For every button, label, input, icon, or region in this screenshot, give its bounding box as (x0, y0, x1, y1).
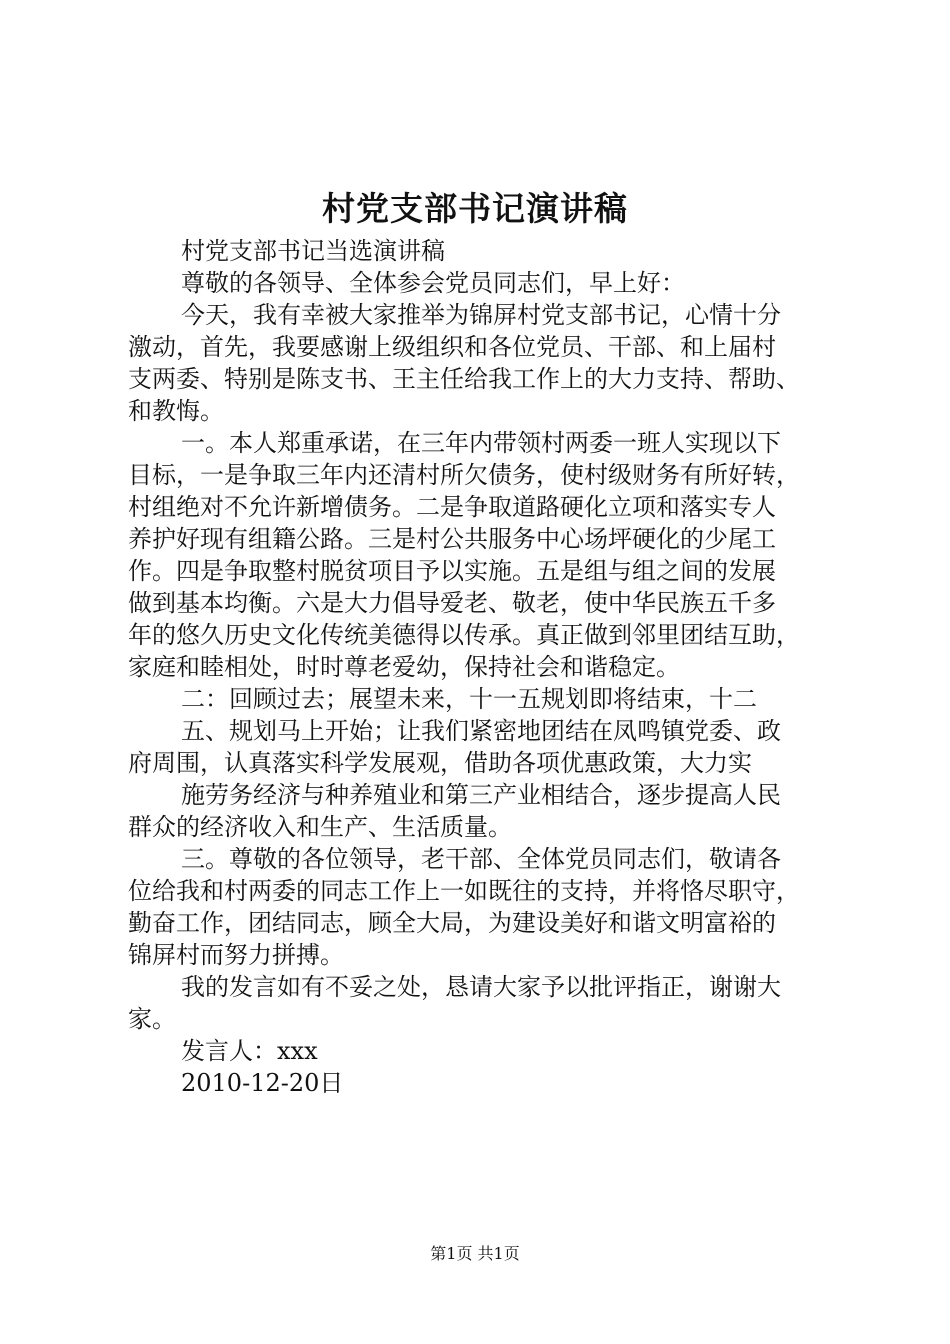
paragraph-line: 我的发言如有不妥之处，恳请大家予以批评指正，谢谢大 (181, 973, 781, 1001)
document-body (128, 235, 838, 1099)
page-footer: 第1页 共1页 (430, 1244, 520, 1263)
speaker-line: 发言人：xxx (181, 1037, 318, 1065)
paragraph-line: 激动，首先，我要感谢上级组织和各位党员、干部、和上届村 (128, 333, 776, 361)
paragraph-line: 家庭和睦相处，时时尊老爱幼，保持社会和谐稳定。 (128, 653, 680, 681)
paragraph-line: 做到基本均衡。六是大力倡导爱老、敬老，使中华民族五千多 (128, 589, 776, 617)
paragraph-line: 和教悔。 (128, 397, 224, 425)
date-line: 2010-12-20日 (181, 1069, 344, 1097)
paragraph-line: 施劳务经济与种养殖业和第三产业相结合，逐步提高人民 (181, 781, 781, 809)
paragraph-line: 锦屏村而努力拼搏。 (128, 941, 344, 969)
paragraph-line: 群众的经济收入和生产、生活质量。 (128, 813, 512, 841)
paragraph-line: 三。尊敬的各位领导，老干部、全体党员同志们，敬请各 (181, 845, 781, 873)
paragraph-line: 府周围，认真落实科学发展观，借助各项优惠政策，大力实 (128, 749, 752, 777)
paragraph-line: 勤奋工作，团结同志，顾全大局，为建设美好和谐文明富裕的 (128, 909, 776, 937)
paragraph-line: 一。本人郑重承诺，在三年内带领村两委一班人实现以下 (181, 429, 781, 457)
paragraph-line: 年的悠久历史文化传统美德得以传承。真正做到邻里团结互助， (128, 621, 800, 649)
paragraph-line: 今天，我有幸被大家推举为锦屏村党支部书记，心情十分 (181, 301, 781, 329)
salutation-line: 尊敬的各领导、全体参会党员同志们，早上好： (181, 269, 685, 297)
paragraph-line: 位给我和村两委的同志工作上一如既往的支持，并将恪尽职守， (128, 877, 800, 905)
subtitle-line: 村党支部书记当选演讲稿 (181, 237, 445, 265)
paragraph-line: 作。四是争取整村脱贫项目予以实施。五是组与组之间的发展 (128, 557, 776, 585)
document-title: 村党支部书记演讲稿 (322, 189, 628, 228)
paragraph-line: 目标，一是争取三年内还清村所欠债务，使村级财务有所好转， (128, 461, 800, 489)
paragraph-line: 养护好现有组籍公路。三是村公共服务中心场坪硬化的少尾工 (128, 525, 776, 553)
paragraph-line: 支两委、特别是陈支书、王主任给我工作上的大力支持、帮助、 (128, 365, 800, 393)
paragraph-line: 家。 (128, 1005, 176, 1033)
paragraph-line: 村组绝对不允许新增债务。二是争取道路硬化立项和落实专人 (128, 493, 776, 521)
paragraph-line: 二：回顾过去；展望未来，十一五规划即将结束，十二 (181, 685, 757, 713)
paragraph-line: 五、规划马上开始；让我们紧密地团结在凤鸣镇党委、政 (181, 717, 781, 745)
